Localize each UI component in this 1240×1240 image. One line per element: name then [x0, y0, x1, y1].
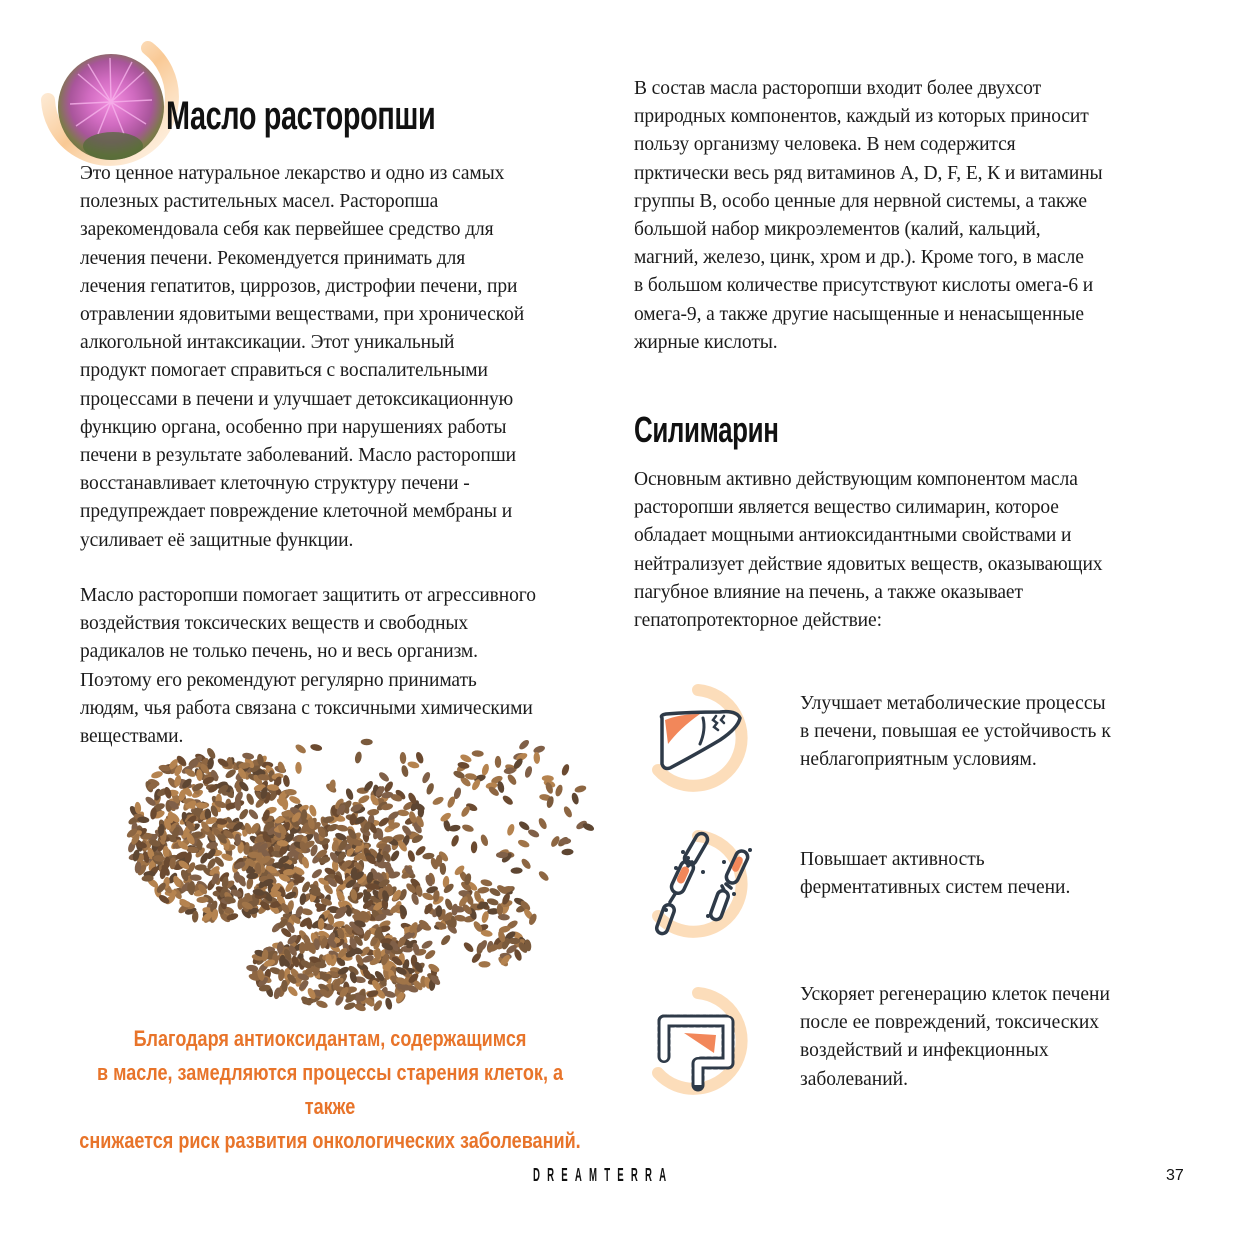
- seeds-image: [110, 725, 630, 1025]
- seed: [407, 760, 420, 769]
- seed: [389, 849, 401, 863]
- feature-item-1: [640, 682, 1200, 802]
- seed: [570, 792, 579, 805]
- seed: [506, 823, 516, 836]
- seed: [295, 762, 302, 774]
- feature-text-3: Ускоряет регенерацию клеток печени после ее повреждений, токсических воздействий и инфекционных заболеваний.: [800, 984, 1110, 1090]
- seed: [407, 849, 417, 862]
- seed: [510, 867, 522, 874]
- seed: [400, 765, 409, 778]
- seed: [415, 751, 425, 764]
- seed: [343, 1001, 357, 1011]
- flower-image: [58, 54, 164, 160]
- highlight-quote: Благодаря антиоксидантам, содержащимся в масле, замедляются процессы старения клеток, а также снижается риск развития онкологических заболеваний.: [79, 1026, 581, 1153]
- seed: [542, 775, 554, 782]
- right-paragraph-1: В состав масла расторопши входит более двухсот природных компонентов, каждый из которых приносит пользу организму человека. В нем содержится прктически весь ряд витаминов A, D, F, E, К и витамины группы В, особо ценные для нервной системы, а также большой набор микроэлементов (калий, кальций, магний, железо, цинк, хром и др.). Кроме того, в масле в большом количестве присутствуют кислоты омега-6 и омега-9, а также другие насыщенные и ненасыщенные жирные кислоты.: [634, 78, 1103, 353]
- seed: [462, 941, 475, 954]
- seed: [479, 961, 491, 967]
- seed: [461, 823, 474, 833]
- enzyme-chain-icon: [640, 828, 770, 948]
- seed: [479, 834, 489, 847]
- seed: [282, 775, 290, 788]
- seed: [520, 857, 533, 870]
- seed: [150, 770, 163, 779]
- seed: [286, 985, 299, 998]
- seed: [399, 752, 406, 764]
- seed: [506, 773, 518, 787]
- seed: [245, 792, 255, 806]
- seed: [248, 852, 260, 858]
- seed: [537, 817, 548, 831]
- seed: [439, 933, 452, 946]
- seed: [524, 765, 534, 778]
- seed: [560, 763, 570, 776]
- seed: [440, 863, 447, 875]
- seed: [501, 794, 514, 807]
- feature-item-2: [640, 828, 1200, 948]
- seed: [384, 997, 393, 1010]
- seed: [421, 771, 432, 785]
- feature-text-2: Повышает активность ферментативных систем печени.: [800, 849, 1071, 899]
- seed: [495, 756, 502, 768]
- feature-text-1: Улучшает метаболические процессы в печени, повышая ее устойчивость к неблагоприятным условиям.: [800, 693, 1111, 771]
- feature-item-3: [640, 985, 1200, 1105]
- seed: [554, 784, 564, 797]
- seed: [508, 938, 520, 944]
- seed: [354, 751, 363, 764]
- seed: [431, 795, 445, 806]
- seed: [383, 780, 395, 794]
- section-title-silymarin: Силимарин: [634, 409, 779, 450]
- seed: [537, 870, 550, 883]
- right-paragraph-2: Основным активно действующим компонентом масла расторопши является вещество силимарин, которое обладает мощными антиоксидантными свойствами и нейтрализует действие ядовитых веществ, оказывающих пагубное влияние на печень, а также оказывает гепатопротекторное действие:: [634, 469, 1103, 632]
- seed: [480, 878, 493, 887]
- seeds-illustration: [110, 725, 630, 1025]
- seed: [562, 805, 573, 819]
- seed: [470, 841, 477, 853]
- seed: [425, 782, 435, 795]
- seed: [561, 848, 573, 855]
- seed: [420, 939, 434, 951]
- seed: [344, 787, 354, 800]
- seed: [242, 752, 255, 760]
- seed: [533, 752, 540, 764]
- left-paragraph-1: Это ценное натуральное лекарство и одно из самых полезных растительных масел. Расторопша зарекомендовала себя как первейшее средство для лечения печени. Рекомендуется принимать для лечения гепатитов, циррозов, дистрофии печени, при отравлении ядовитыми веществами, при хронической алкогольной интаксикации. Этот уникальный продукт помогает справиться с воспалительными процессами в печени и улучшает детоксикационную функцию органа, особенно при нарушениях работы печени в результате заболеваний. Масло расторопши восстанавливает клеточную структуру печени - предупреждает повреждение клеточной мембраны и усиливает её защитные функции.: [80, 163, 525, 551]
- seed: [377, 771, 390, 784]
- intestine-icon: [640, 985, 770, 1105]
- left-paragraph-2: Масло расторопши помогает защитить от агрессивного воздействия токсических веществ и свободных радикалов не только печень, но и весь организм. Поэтому его рекомендуют регулярно принимать людям, чья работа связана с токсичными химическими веществами.: [80, 585, 536, 748]
- seed: [481, 763, 490, 776]
- seed: [247, 808, 260, 821]
- brand-logo: DREAMTERRA: [533, 1166, 674, 1186]
- page-title: Масло расторопши: [166, 94, 436, 138]
- seed: [517, 838, 531, 848]
- liver-icon: [640, 682, 770, 802]
- seed: [574, 784, 587, 793]
- seed: [450, 834, 460, 848]
- page-number: 37: [1166, 1167, 1184, 1184]
